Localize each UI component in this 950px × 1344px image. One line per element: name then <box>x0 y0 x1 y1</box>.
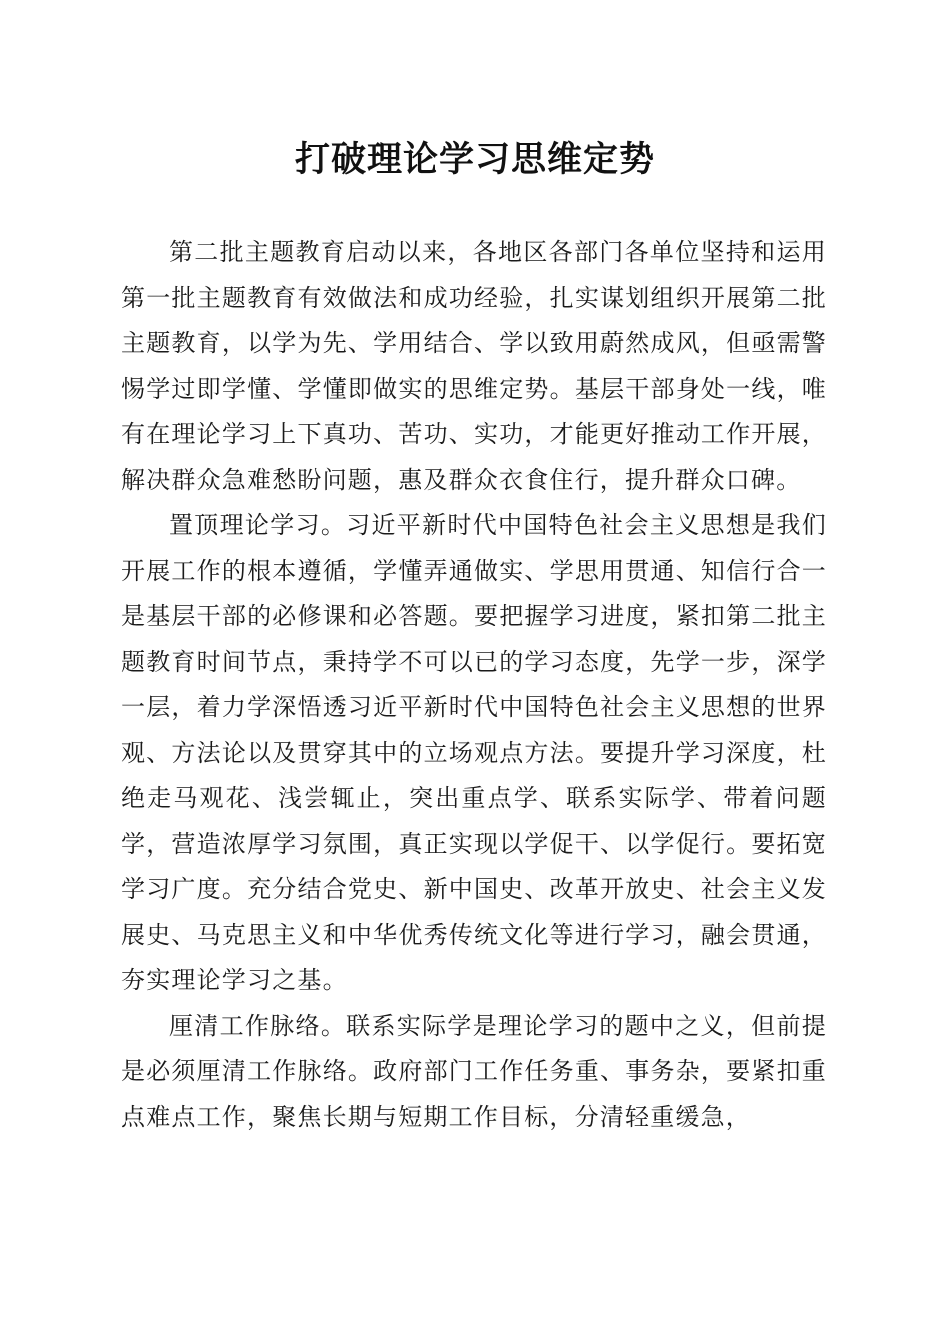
paragraph-theory-study: 置顶理论学习。习近平新时代中国特色社会主义思想是我们开展工作的根本遵循，学懂弄通做实、学思用贯通、知信行合一是基层干部的必修课和必答题。要把握学习进度，紧扣第二批主题教育时间节点，秉持学不可以已的学习态度，先学一步，深学一层，着力学深悟透习近平新时代中国特色社会主义思想的世界观、方法论以及贯穿其中的立场观点方法。要提升学习深度，杜绝走马观花、浅尝辄止，突出重点学、联系实际学、带着问题学，营造浓厚学习氛围，真正实现以学促干、以学促行。要拓宽学习广度。充分结合党史、新中国史、改革开放史、社会主义发展史、马克思主义和中华优秀传统文化等进行学习，融会贯通，夯实理论学习之基。 <box>121 511 827 994</box>
document-title: 打破理论学习思维定势 <box>294 139 655 180</box>
paragraph-work-context: 厘清工作脉络。联系实际学是理论学习的题中之义，但前提是必须厘清工作脉络。政府部门工作任务重、事务杂，要紧扣重点难点工作，聚焦长期与短期工作目标，分清轻重缓急， <box>121 1011 827 1131</box>
paragraph-intro: 第二批主题教育启动以来，各地区各部门各单位坚持和运用第一批主题教育有效做法和成功经验，扎实谋划组织开展第二批主题教育，以学为先、学用结合、学以致用蔚然成风，但亟需警惕学过即学懂、学懂即做实的思维定势。基层干部身处一线，唯有在理论学习上下真功、苦功、实功，才能更好推动工作开展，解决群众急难愁盼问题，惠及群众衣食住行，提升群众口碑。 <box>121 238 827 494</box>
document-body <box>121 230 827 1140</box>
